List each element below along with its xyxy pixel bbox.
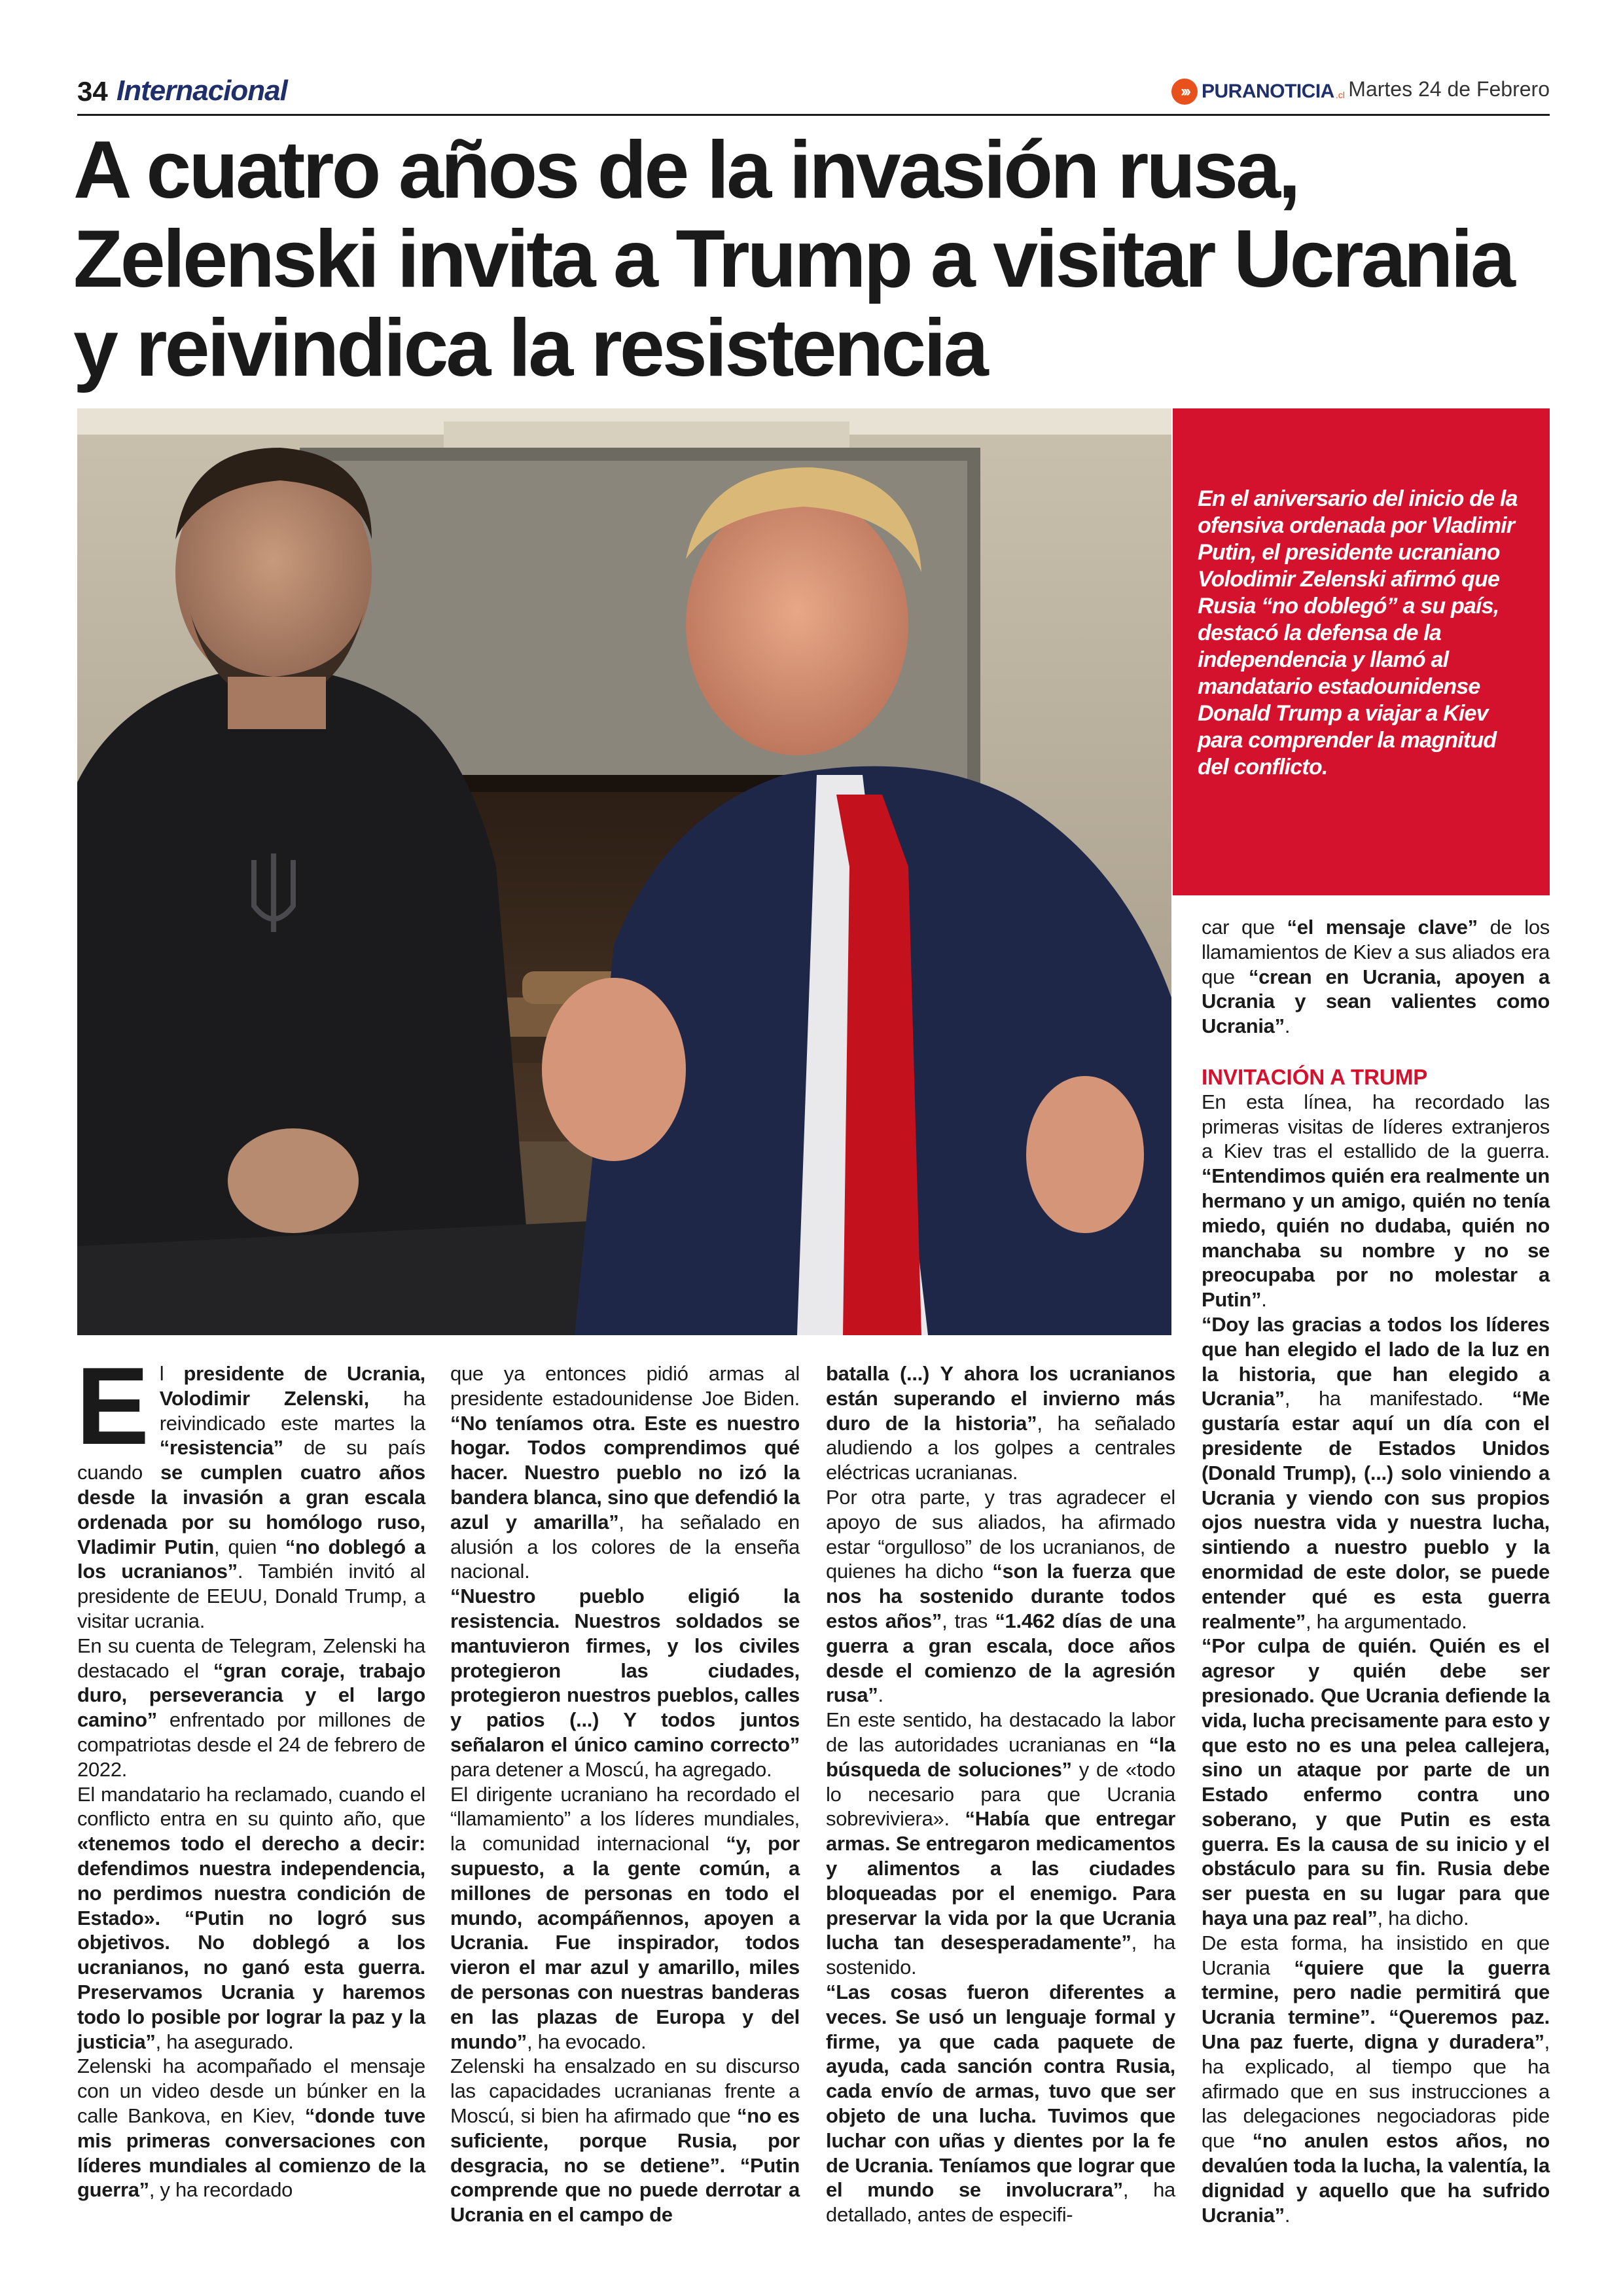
paragraph: que ya entonces pidió armas al presidente estadounidense Joe Biden. “No teníamos otra. Este es nuestro hogar. Todos comprendimos qué hacer. Nuestro pueblo no izó la bandera blanca, sino que defendió la azul y amarilla”, ha señalado en alusión a los colores de la enseña nacional.	[450, 1362, 800, 1583]
article-column-3	[826, 1361, 1175, 2227]
page-date: Martes 24 de Febrero	[1348, 77, 1550, 101]
header-divider	[77, 114, 1550, 116]
subhead: INVITACIÓN A TRUMP	[1202, 1064, 1428, 1089]
drop-cap: E	[76, 1344, 149, 1467]
article-column-1	[76, 1344, 426, 2202]
brand-logo[interactable]	[1171, 77, 1345, 106]
summary-box	[1173, 408, 1550, 895]
page-number: 34	[77, 76, 108, 107]
headline: A cuatro años de la invasión rusa, Zelenski invita a Trump a visitar Ucrania y reivindica la resistencia	[73, 125, 1513, 393]
page-header	[77, 71, 1550, 117]
column-4-text	[1202, 1090, 1550, 2228]
column-4-intro	[1202, 915, 1550, 1039]
summary-text: En el aniversario del inicio de la ofensiva ordenada por Vladimir Putin, el presidente ucraniano Volodimir Zelenski afirmó que Rusia “no doblegó” a su país, destacó la defensa de la independencia y llamó al mandatario estadounidense Donald Trump a viajar a Kiev para comprender la magnitud del conflicto.	[1198, 486, 1518, 780]
paragraph: De esta forma, ha insistido en que Ucrania “quiere que la guerra termine, pero nadie permitirá que Ucrania termine”. “Queremos paz. Una paz fuerte, digna y duradera”, ha explicado, al tiempo que ha afirmado que en sus instrucciones a las delegaciones negociadoras pide que “no anulen estos años, no devalúen toda la lucha, la valentía, la dignidad y aquello que ha sufrido Ucrania”.	[1202, 1931, 1550, 2227]
brand-name: PURANOTICIA	[1202, 81, 1334, 102]
article-column-2	[450, 1361, 800, 2227]
section-name: Internacional	[116, 75, 287, 107]
paragraph: “Nuestro pueblo eligió la resistencia. Nuestros soldados se mantuvieron firmes, y los civiles protegieron las ciudades, protegieron nuestros pueblos, calles y patios (...) Y todos juntos señalaron el único camino correcto” para detener a Moscú, ha agregado.	[450, 1585, 800, 1781]
paragraph: “Las cosas fueron diferentes a veces. Se usó un lenguaje formal y firme, ya que cada paquete de ayuda, cada sanción contra Rusia, cada envío de armas, tuvo que ser objeto de una lucha. Tuvimos que luchar con uñas y dientes por la fe de Ucrania. Teníamos que lograr que el mundo se involucrara”, ha detallado, antes de especifi-	[826, 1980, 1175, 2227]
paragraph: Zelenski ha ensalzado en su discurso las capacidades ucranianas frente a Moscú, si bien ha afirmado que “no es suficiente, porque Rusia, por desgracia, no se detiene”. “Putin comprende que no puede derrotar a Ucrania en el campo de	[450, 2054, 800, 2227]
paragraph: En esta línea, ha recordado las primeras visitas de líderes extranjeros a Kiev tras el estallido de la guerra. “Entendimos quién era realmente un hermano y un amigo, quién no tenía miedo, quién no dudaba, quién no manchaba su nombre y no se preocupaba por no molestar a Putin”.	[1202, 1090, 1550, 1312]
paragraph: En su cuenta de Telegram, Zelenski ha destacado el “gran coraje, trabajo duro, perseverancia y el largo camino” enfrentado por millones de compatriotas desde el 24 de febrero de 2022.	[77, 1634, 426, 1781]
paragraph: car que “el mensaje clave” de los llamamientos de Kiev a sus aliados era que “crean en Ucrania, apoyen a Ucrania y sean valientes como Ucrania”.	[1202, 916, 1550, 1038]
paragraph: “Por culpa de quién. Quién es el agresor y quién debe ser presionado. Que Ucrania defiende la vida, lucha precisamente para esto y que esto no es una pelea callejera, sino un ataque por parte de un Estado enfermo contra uno soberano, y que Putin es esta guerra. Es la causa de su inicio y el obstáculo para su fin. Rusia debe ser puesta en su lugar para que haya una paz real”, ha dicho.	[1202, 1634, 1550, 1930]
article-photo	[77, 408, 1171, 1335]
paragraph: El mandatario ha reclamado, cuando el conflicto entra en su quinto año, que «tenemos todo el derecho a decir: defendimos nuestra independencia, no perdimos nuestra condición de Estado». “Putin no logró sus objetivos. No doblegó a los ucranianos, no ganó esta guerra. Preservamos Ucrania y haremos todo lo posible por lograr la paz y la justicia”, ha asegurado.	[77, 1782, 425, 2053]
paragraph: El dirigente ucraniano ha recordado el “llamamiento” a los líderes mundiales, la comunidad internacional “y, por supuesto, a la gente común, a millones de personas en todo el mundo, acompáñennos, apoyen a Ucrania. Fue inspirador, todos vieron el mar azul y amarillo, miles de personas con nuestras banderas en las plazas de Europa y del mundo”, ha evocado.	[450, 1782, 800, 2053]
paragraph: batalla (...) Y ahora los ucranianos están superando el invierno más duro de la historia”, ha señalado aludiendo a los golpes a centrales eléctricas ucranianas.	[826, 1362, 1175, 1484]
article-column-4	[1202, 915, 1550, 2227]
brand-arrows-icon: ›››	[1171, 79, 1198, 105]
zelenski-trump-photo-illustration	[77, 408, 1171, 1335]
paragraph: “Doy las gracias a todos los líderes que han elegido el lado de la luz en la historia, que han elegido a Ucrania”, ha manifestado. “Me gustaría estar aquí un día con el presidente de Estados Unidos (Donald Trump), (...) solo viniendo a Ucrania y viendo con sus propios ojos nuestra vida y nuestra lucha, sintiendo a nuestro pueblo y la enormidad de este dolor, se puede entender qué es esta guerra realmente”, ha argumentado.	[1202, 1312, 1550, 1633]
brand-suffix: .cl	[1335, 90, 1345, 100]
paragraph: En este sentido, ha destacado la labor de las autoridades ucranianas en “la búsqueda de soluciones” y de «todo lo necesario para que Ucrania sobreviviera». “Había que entregar armas. Se entregaron medicamentos y alimentos a las ciudades bloqueadas por el enemigo. Para preservar la vida por la que Ucrania lucha tan desesperadamente”, ha sostenido.	[826, 1708, 1175, 1979]
column-1-text	[76, 1344, 426, 2202]
paragraph: Por otra parte, y tras agradecer el apoyo de sus aliados, ha afirmado estar “orgulloso” de los ucranianos, de quienes ha dicho “son la fuerza que nos ha sostenido durante todos estos años”, tras “1.462 días de una guerra a gran escala, doce años desde el comienzo de la agresión rusa”.	[826, 1485, 1175, 1707]
paragraph: Zelenski ha acompañado el mensaje con un video desde un búnker en la calle Bankova, en Kiev, “donde tuve mis primeras conversaciones con líderes mundiales al comienzo de la guerra”, y ha recordado	[77, 2054, 426, 2202]
paragraph: l presidente de Ucrania, Volodimir Zelenski, ha reivindicado este martes la “resistencia” de su país cuando se cumplen cuatro años desde la invasión a gran escala ordenada por su homólogo ruso, Vladimir Putin, quien “no doblegó a los ucranianos”. También invitó al presidente de EEUU, Donald Trump, a visitar ucrania.	[77, 1362, 425, 1632]
